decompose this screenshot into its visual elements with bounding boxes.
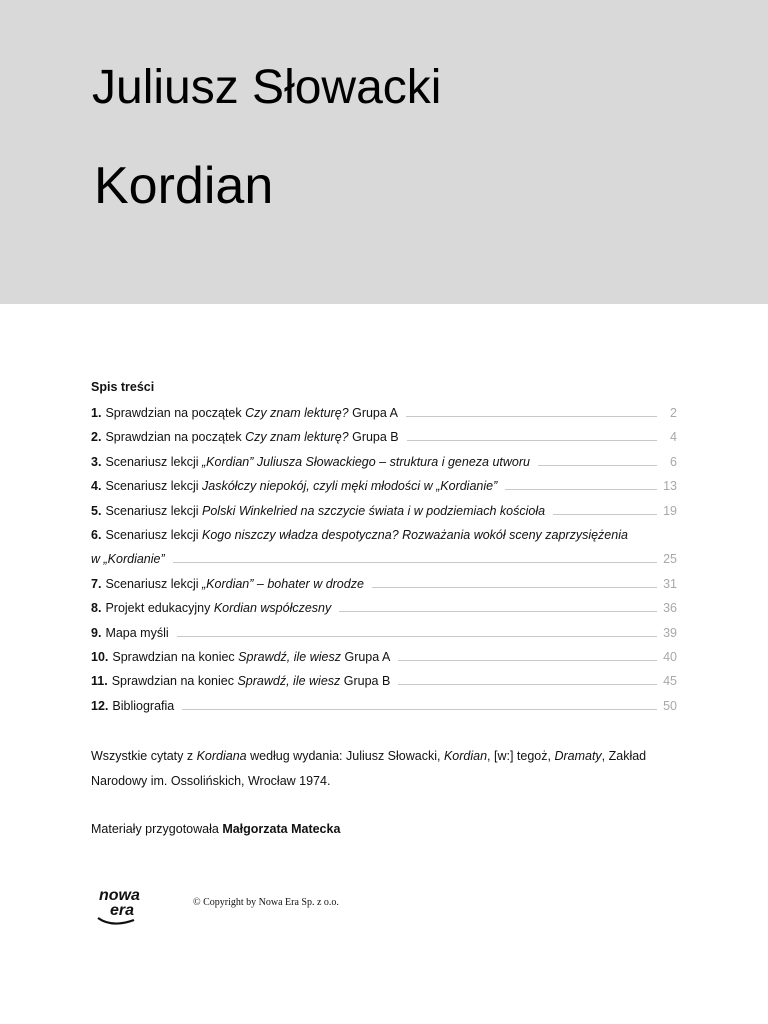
toc-item-label [91, 674, 390, 688]
author-credit [91, 820, 340, 838]
toc-item-label [91, 626, 169, 640]
note-text: Wszystkie cytaty z [91, 749, 197, 763]
toc-item [91, 449, 677, 469]
toc-item-label [91, 699, 174, 713]
toc-item-number: 9. [91, 625, 102, 640]
toc-item-italic: Jaskółczy niepokój, czyli męki młodości w „Kordianie” [202, 479, 498, 494]
toc-heading: Spis treści [91, 380, 155, 394]
toc-item-italic: Sprawdź, ile wiesz [237, 674, 341, 689]
toc-item-italic: Polski Winkelried na szczycie świata i w podziemiach kościoła [202, 503, 546, 518]
toc-item-text: Scenariusz lekcji [105, 454, 203, 469]
toc-leader [538, 464, 657, 466]
toc-item-text: Bibliografia [112, 698, 175, 713]
toc-leader [505, 488, 657, 490]
toc-item [91, 498, 677, 518]
note-text: , [w:] tegoż, [487, 749, 555, 763]
toc-item-label [91, 577, 364, 591]
toc-item-label [91, 504, 545, 518]
copyright-text: © Copyright by Nowa Era Sp. z o.o. [193, 897, 339, 908]
toc-page-number: 36 [663, 601, 677, 616]
toc-item-number: 2. [91, 430, 102, 445]
toc-page-number: 2 [670, 406, 677, 420]
toc-item-text: Sprawdzian na koniec [111, 674, 238, 689]
toc-item-label [91, 430, 399, 444]
toc-item-number: 12. [91, 698, 109, 713]
toc-page-number: 19 [663, 503, 677, 518]
toc-item-label [91, 406, 398, 420]
toc-leader [398, 659, 657, 661]
toc-item-label [91, 455, 530, 469]
toc-item-italic: Czy znam lekturę? [245, 430, 349, 445]
work-title: Kordian [94, 157, 274, 215]
toc-item-label [91, 528, 628, 542]
toc-item-suffix: Grupa B [340, 674, 391, 689]
toc-item-text: Sprawdzian na początek [105, 406, 246, 420]
toc-leader [173, 561, 657, 563]
note-italic: Kordiana [196, 749, 247, 763]
toc-item-text: Projekt edukacyjny [105, 601, 214, 616]
toc-item-text: Sprawdzian na początek [105, 430, 246, 445]
toc-page-number: 6 [670, 454, 677, 469]
toc-item-text: Scenariusz lekcji [105, 479, 203, 494]
toc-page-number: 45 [663, 674, 677, 689]
toc-item-number: 3. [91, 454, 102, 469]
toc-item-italic: Kordian współczesny [213, 601, 332, 616]
toc-leader [182, 708, 657, 710]
toc-page-number: 13 [663, 479, 677, 494]
note-text: , Zakład Narodowy im. Ossolińskich, Wrocław 1974. [91, 749, 647, 788]
toc-item-suffix: Grupa A [341, 650, 391, 664]
toc-item-text: Mapa myśli [105, 625, 169, 640]
toc-item-text: Sprawdzian na koniec [112, 650, 239, 664]
toc-item-number: 8. [91, 601, 102, 616]
toc-leader [407, 439, 657, 441]
toc-item-number: 5. [91, 503, 102, 518]
title-banner [0, 0, 768, 304]
toc-page-number: 25 [663, 552, 677, 567]
toc-item-italic: Czy znam lekturę? [245, 406, 349, 420]
toc-item [91, 595, 677, 615]
author-name: Juliusz Słowacki [92, 61, 442, 114]
toc-item-number: 11. [91, 674, 108, 689]
toc-item-text: Scenariusz lekcji [105, 528, 203, 542]
toc-page-number: 39 [663, 625, 677, 640]
toc-page-number: 40 [663, 650, 677, 664]
nowa-era-logo-icon [96, 884, 154, 928]
toc-item [91, 400, 677, 420]
credit-prefix: Materiały przygotowała [91, 822, 223, 836]
toc-item-italic: Sprawdź, ile wiesz [238, 650, 341, 664]
toc-item [91, 571, 677, 591]
logo-line2: era [110, 902, 135, 919]
toc-page-number: 4 [670, 430, 677, 445]
toc-page-number: 50 [663, 698, 677, 713]
toc-item-italic: Kogo niszczy władza despotyczna? Rozważania wokół sceny zaprzysiężenia [202, 528, 628, 542]
toc-leader [398, 683, 657, 685]
toc-page-number: 31 [663, 576, 677, 591]
toc-item-number: 1. [91, 406, 102, 420]
note-italic: Dramaty [554, 749, 602, 763]
toc-item-number: 6. [91, 528, 102, 542]
toc-item-label [91, 479, 497, 493]
logo-line1: nowa [99, 887, 140, 904]
toc-item [91, 693, 677, 713]
toc-item-italic: w „Kordianie” [91, 552, 165, 567]
toc-item-text: Scenariusz lekcji [105, 503, 203, 518]
toc-leader [339, 610, 657, 612]
toc-item [91, 668, 677, 688]
toc-item-italic: „Kordian” – bohater w drodze [202, 576, 364, 591]
toc-item-suffix: Grupa B [348, 430, 399, 445]
toc-item-text: Scenariusz lekcji [105, 576, 203, 591]
note-italic: Kordian [443, 749, 488, 763]
toc-item [91, 522, 677, 542]
toc-item [91, 424, 677, 444]
toc-item [91, 644, 677, 664]
toc-item-number: 4. [91, 479, 102, 494]
note-text: według wydania: Juliusz Słowacki, [246, 749, 444, 763]
toc-item-continuation [91, 546, 677, 566]
toc-item [91, 620, 677, 640]
toc-item-label [91, 650, 390, 664]
toc-item-number: 7. [91, 576, 102, 591]
toc-item-italic: „Kordian” Juliusza Słowackiego – struktura i geneza utworu [202, 454, 530, 469]
toc-leader [372, 586, 657, 588]
toc-item [91, 473, 677, 493]
toc-leader [553, 513, 657, 515]
toc-item-number: 10. [91, 650, 109, 664]
toc-leader [406, 415, 657, 417]
toc-leader [177, 635, 657, 637]
credit-name: Małgorzata Matecka [222, 822, 341, 836]
citation-note [91, 744, 681, 794]
toc-item-label [91, 601, 331, 615]
toc-item-suffix: Grupa A [348, 406, 398, 420]
